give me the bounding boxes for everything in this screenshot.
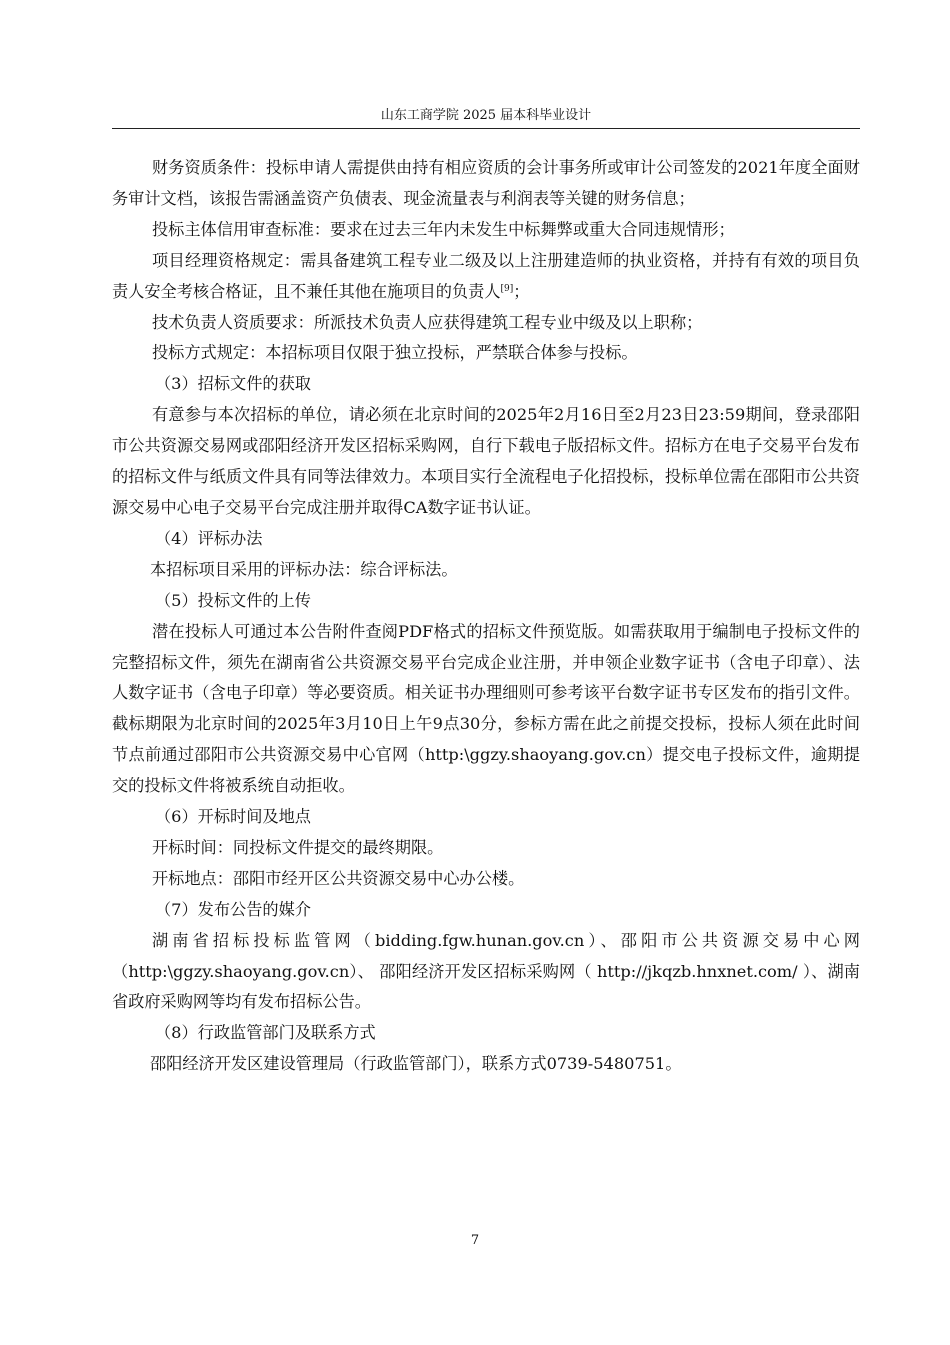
paragraph-upload-documents: 潜在投标人可通过本公告附件查阅PDF格式的招标文件预览版。如需获取用于编制电子投标文件的完整招标文件，须先在湖南省公共资源交易平台完成企业注册，并申领企业数字证书（含电子印章）、法人数字证书（含电子印章）等必要资质。相关证书办理细则可参考该平台数字证书专区发布的指引文件。截标期限为北京时间的2025年3月10日上午9点30分，参标方需在此之前提交投标，投标人须在此时间节点前通过邵阳市公共资源交易中心官网（http:\ggzy.shaoyang.gov.cn）提交电子投标文件，逾期提交的投标文件将被系统自动拒收。 bbox=[112, 621, 860, 796]
page-number: 7 bbox=[470, 1233, 480, 1248]
section-heading-8: （8）行政监管部门及联系方式 bbox=[155, 1023, 376, 1043]
paragraph-financial-qualification: 财务资质条件：投标申请人需提供由持有相应资质的会计事务所或审计公司签发的2021年度全面财务审计文档，该报告需涵盖资产负债表、现金流量表与利润表等关键的财务信息； bbox=[112, 158, 860, 208]
section-heading-4: （4）评标办法 bbox=[155, 528, 263, 548]
paragraph-opening-time: 开标时间：同投标文件提交的最终期限。 bbox=[152, 837, 444, 857]
body-text bbox=[112, 153, 860, 1080]
paragraph-obtain-documents: 有意参与本次招标的单位，请必须在北京时间的2025年2月16日至2月23日23:59期间，登录邵阳市公共资源交易网或邵阳经济开发区招标采购网，自行下载电子版招标文件。招标方在电子交易平台发布的招标文件与纸质文件具有同等法律效力。本项目实行全流程电子化招投标，投标单位需在邵阳市公共资源交易中心电子交易平台完成注册并取得CA数字证书认证。 bbox=[112, 405, 860, 517]
paragraph-project-manager bbox=[112, 246, 860, 308]
citation-ref[interactable]: [9] bbox=[500, 283, 514, 294]
paragraph-technical-lead: 技术负责人资质要求：所派技术负责人应获得建筑工程专业中级及以上职称； bbox=[152, 312, 703, 332]
section-heading-7: （7）发布公告的媒介 bbox=[155, 899, 311, 919]
section-heading-6: （6）开标时间及地点 bbox=[155, 807, 311, 827]
section-heading-5: （5）投标文件的上传 bbox=[155, 590, 311, 610]
project-manager-text: 项目经理资格规定：需具备建筑工程专业二级及以上注册建造师的执业资格，并持有有效的项目负责人安全考核合格证，且不兼任其他在施项目的负责人 bbox=[112, 250, 860, 301]
header-rule bbox=[112, 128, 860, 129]
paragraph-opening-location: 开标地点：邵阳市经开区公共资源交易中心办公楼。 bbox=[152, 868, 525, 888]
paragraph-supervision-contact: 邵阳经济开发区建设管理局（行政监管部门），联系方式0739-5480751。 bbox=[150, 1054, 682, 1074]
project-manager-tail: ； bbox=[513, 281, 530, 301]
paragraph-credit-review: 投标主体信用审查标准：要求在过去三年内未发生中标舞弊或重大合同违规情形； bbox=[152, 219, 735, 239]
section-heading-3: （3）招标文件的获取 bbox=[155, 374, 311, 394]
paragraph-publication-media: 湖南省招标投标监管网（bidding.fgw.hunan.gov.cn）、邵阳市公共资源交易中心网（http:\ggzy.shaoyang.gov.cn）、 邵阳经济开发区招标采购网（ http://jkqzb.hnxnet.com/ ）、湖南省政府采购网等均有发布招标公告。 bbox=[112, 930, 860, 1012]
paragraph-bidding-method: 投标方式规定：本招标项目仅限于独立投标，严禁联合体参与投标。 bbox=[152, 343, 638, 363]
paragraph-evaluation-method: 本招标项目采用的评标办法：综合评标法。 bbox=[150, 559, 458, 579]
running-header: 山东工商学院 2025 届本科毕业设计 bbox=[380, 108, 592, 123]
